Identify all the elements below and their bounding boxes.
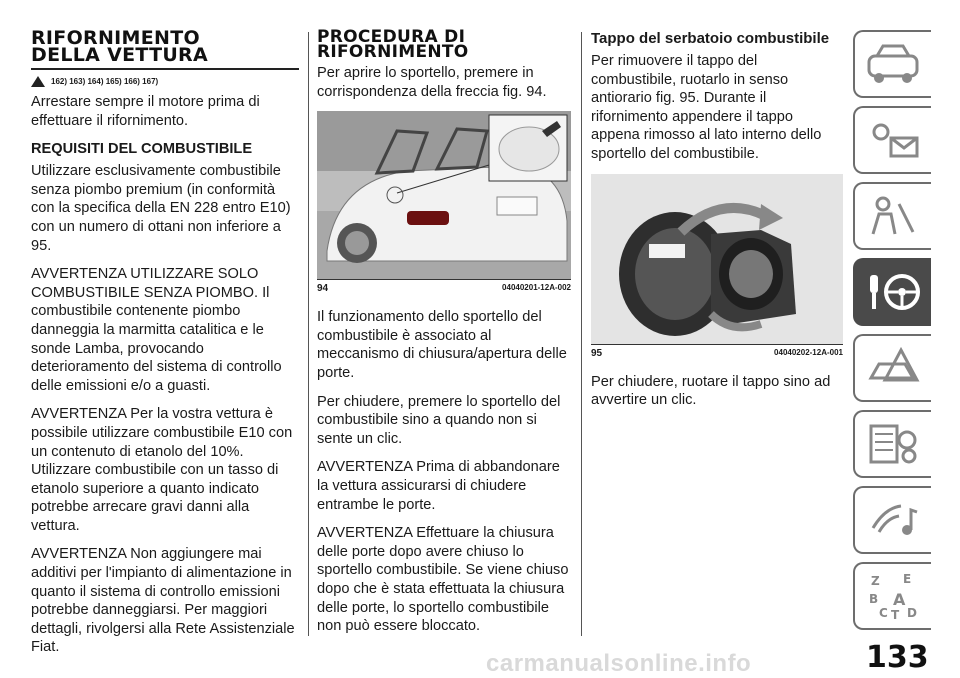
tab-car-dashboard[interactable] [853, 30, 931, 98]
figure-95-code: 04040202-12A-001 [774, 347, 843, 357]
figure-94-code: 04040201-12A-002 [502, 283, 571, 293]
fuel-cap-heading: Tappo del serbatoio combustibile [591, 30, 830, 47]
car-dashboard-icon [865, 42, 921, 86]
index-letter-b: B [869, 592, 879, 606]
fuel-cap-image [591, 174, 843, 344]
index-letter-z: Z [871, 574, 880, 588]
chapter-sidebar [853, 30, 931, 638]
watermark-text: carmanualsonline.info [486, 650, 752, 677]
warning-lights-icon [865, 118, 921, 162]
title-rule [31, 68, 299, 70]
index-letter-t: T [891, 608, 900, 621]
index-letter-a: A [893, 590, 906, 609]
tab-emergency[interactable] [853, 334, 931, 402]
tab-maintenance[interactable] [853, 410, 931, 478]
requirements-text: Utilizzare esclusivamente combustibile senza piombo premium (in conformità con la specifica della EN 228 entro E10) con un numero di ottani non inferiore a 95. [31, 163, 291, 254]
fuel-cap-paragraph-2: Per chiudere, ruotare il tappo sino ad avvertire un clic. [591, 373, 831, 409]
title-line-1: RIFORNIMENTO [31, 27, 200, 49]
column-middle [317, 27, 571, 646]
index-icon [865, 571, 921, 621]
figure-95 [591, 174, 843, 345]
column-divider-2 [581, 32, 582, 636]
procedure-title [317, 27, 571, 62]
procedure-paragraph-1: Per aprire lo sportello, premere in corrispondenza della freccia fig. 94. [317, 65, 547, 100]
warning-paragraph-1: AVVERTENZA UTILIZZARE SOLO COMBUSTIBILE SENZA PIOMBO. Il combustibile contenente piombo danneggia la marmitta catalitica e le sonde Lamba, provocando deterioramento del sistema di controllo delle emissioni e/o a guasti. [31, 266, 282, 394]
procedure-paragraph-2: Il funzionamento dello sportello del combustibile è associato al meccanismo di chiusura/apertura delle porte. [317, 309, 567, 381]
warning-refs-text: 162) 163) 164) 165) 166) 167) [51, 77, 159, 86]
procedure-paragraph-3: Per chiudere, premere lo sportello del combustibile sino a quando non si sente un clic. [317, 393, 561, 447]
procedure-paragraph-5: AVVERTENZA Effettuare la chiusura delle porte dopo avere chiuso lo sportello combustibile. Se viene chiuso dopo che è stata effettuata la chiusura delle porte, lo sportello combustibile non può essere bloccato. [317, 525, 569, 635]
tab-multimedia[interactable] [853, 486, 931, 554]
column-left [31, 27, 299, 667]
warning-paragraph-3: AVVERTENZA Non aggiungere mai additivi per l'impianto di alimentazione in quanto il sistema di controllo emissioni potrebbe danneggiarsi. Per maggiori dettagli, rivolgersi alla Rete Assistenziale Fiat. [31, 546, 295, 656]
procedure-paragraph-4: AVVERTENZA Prima di abbandonare la vettura assicurarsi di chiudere entrambe le porte. [317, 459, 560, 513]
figure-94 [317, 111, 571, 280]
figure-94-number: 94 [317, 283, 329, 295]
figure-95-number: 95 [591, 347, 603, 359]
index-letter-e: E [903, 572, 912, 586]
column-divider [308, 32, 309, 636]
column-right [591, 30, 843, 420]
safety-icon [865, 194, 921, 238]
requirements-heading: REQUISITI DEL COMBUSTIBILE [31, 141, 253, 158]
warning-refs [31, 76, 299, 87]
page-number: 133 [866, 640, 929, 675]
section-title [31, 27, 299, 66]
starting-driving-icon [862, 269, 924, 315]
figure-94-caption [317, 283, 571, 294]
index-letter-c: C [879, 606, 888, 620]
procedure-title-line-2: RIFORNIMENTO [317, 42, 469, 62]
fuel-cap-paragraph-1: Per rimuovere il tappo del combustibile, ruotarlo in senso antiorario fig. 95. Durante il rifornimento appendere il tappo appena rimosso al lato interno dello sportello del combustibile. [591, 53, 822, 162]
intro-paragraph: Arrestare sempre il motore prima di effettuare il rifornimento. [31, 94, 260, 129]
title-line-2: DELLA VETTURA [31, 44, 208, 66]
warning-triangle-icon [31, 76, 45, 87]
figure-95-caption [591, 348, 843, 359]
emergency-icon [865, 346, 921, 390]
tab-index[interactable] [853, 562, 931, 630]
tab-safety[interactable] [853, 182, 931, 250]
fuel-door-car-image [317, 111, 571, 279]
maintenance-icon [865, 422, 921, 466]
procedure-title-line-1: PROCEDURA DI [317, 27, 466, 47]
index-letter-d: D [907, 606, 917, 620]
tab-warning-lights[interactable] [853, 106, 931, 174]
warning-paragraph-2: AVVERTENZA Per la vostra vettura è possibile utilizzare combustibile E10 con un contenuto di etanolo del 10%. Utilizzare combustibile con un tasso di etanolo superiore a quanto indicato potrebbe arrecare gravi danni alla vettura. [31, 406, 293, 534]
multimedia-icon [865, 498, 921, 542]
tab-starting-driving[interactable] [853, 258, 931, 326]
